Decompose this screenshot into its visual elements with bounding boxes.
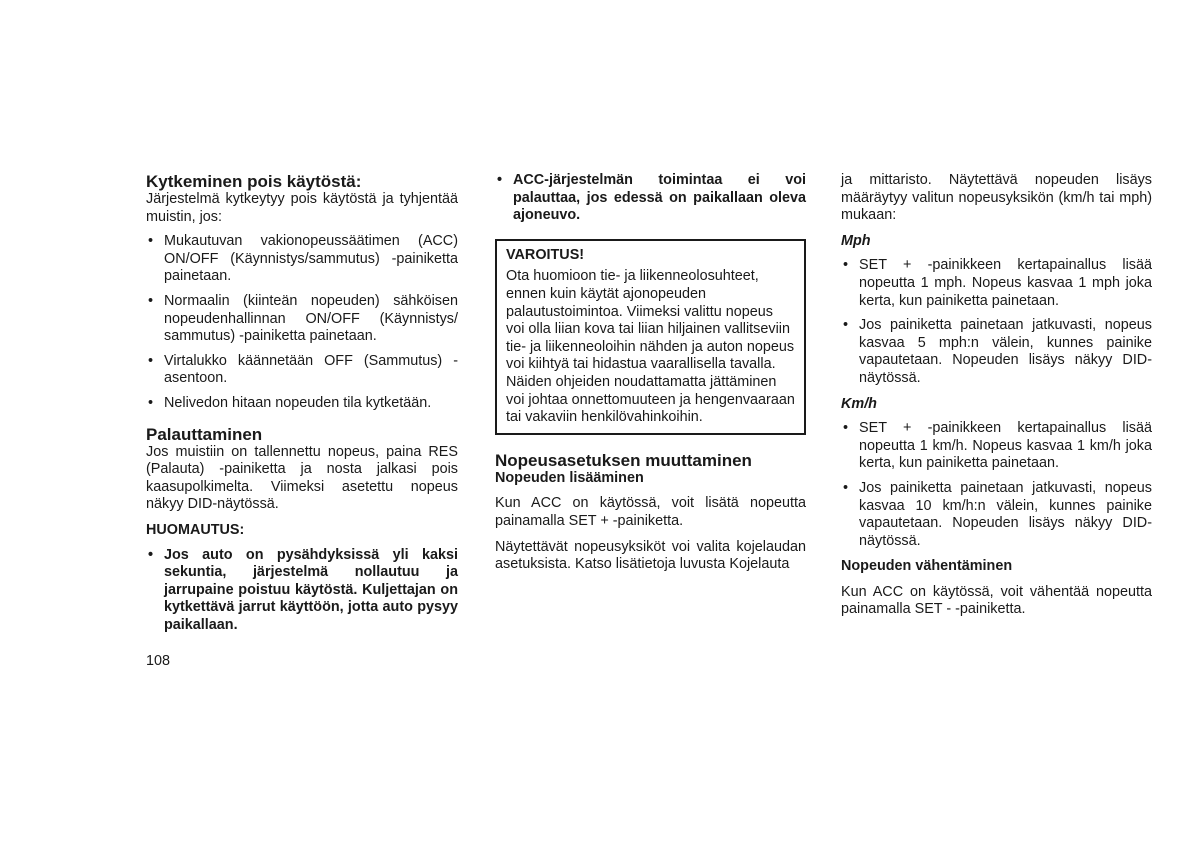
- heading-resume: Palauttaminen: [146, 424, 263, 444]
- increase-continued: ja mittaristo. Näytettävä nopeuden lisäys määräytyy valitun nopeusyksikön (km/h tai mph) mukaan:: [841, 172, 1152, 224]
- list-item: • Virtalukko käännetään OFF (Sammutus) -asentoon.: [148, 352, 458, 387]
- mph-list: [841, 257, 1152, 387]
- list-item: • Jos painiketta painetaan jatkuvasti, nopeus kasvaa 10 km/h:n välein, kunnes painike vapautetaan. Nopeuden lisäys näkyy DID-näytössä.: [843, 479, 1152, 549]
- list-item: • Jos painiketta painetaan jatkuvasti, nopeus kasvaa 5 mph:n välein, kunnes painike vapautetaan. Nopeuden lisäys näkyy DID-näytössä.: [843, 317, 1152, 386]
- subheading-decrease: Nopeuden vähentäminen: [841, 558, 1013, 575]
- warning-text: Ota huomioon tie- ja liikenneolosuhteet, ennen kuin käytät ajonopeuden palautustoimintoa. Viimeksi valittu nopeus voi olla liian kova tai liian hiljainen vallitseviin tie- ja liikenneoloihin nähden ja auton nopeus voi kiihtyä tai hidastua vaarallisella tavalla. Näiden ohjeiden noudattamatta jättäminen voi johtaa onnettomuuteen ja hengenvaaraan tai vakaviin henkilövahinkoihin.: [506, 268, 795, 426]
- disable-intro: Järjestelmä kytkeytyy pois käytöstä ja tyhjentää muistin, jos:: [146, 191, 458, 225]
- decrease-text: Kun ACC on käytössä, voit vähentää nopeutta painamalla SET - -painiketta.: [841, 583, 1152, 618]
- heading-disable: Kytkeminen pois käytöstä:: [146, 172, 362, 191]
- list-item: • SET + -painikkeen kertapainallus lisää nopeutta 1 km/h. Nopeus kasvaa 1 km/h joka kerta, kun painiketta painetaan.: [843, 420, 1152, 472]
- mph-label: Mph: [841, 232, 871, 249]
- kmh-list: [841, 420, 1152, 550]
- column-left: [146, 172, 458, 634]
- column-right: [841, 172, 1152, 619]
- note-heading: HUOMAUTUS:: [146, 521, 245, 538]
- list-item: • ACC-järjestelmän toimintaa ei voi palauttaa, jos edessä on paikallaan oleva ajoneuvo.: [497, 172, 806, 224]
- disable-conditions-list: [146, 233, 458, 412]
- resume-note-list: [495, 172, 806, 225]
- column-middle: [495, 172, 806, 574]
- list-item: • Mukautuvan vakionopeussäätimen (ACC) ON/OFF (Käynnistys/sammutus) -painiketta painetaan.: [148, 233, 458, 285]
- subheading-increase: Nopeuden lisääminen: [495, 469, 644, 486]
- units-text: Näytettävät nopeusyksiköt voi valita kojelaudan asetuksista. Katso lisätietoja luvusta Kojelauta: [495, 538, 806, 573]
- list-item: • SET + -painikkeen kertapainallus lisää nopeutta 1 mph. Nopeus kasvaa 1 mph joka kerta, kun painiketta painetaan.: [843, 257, 1152, 309]
- resume-text: Jos muistiin on tallennettu nopeus, paina RES (Palauta) -painiketta ja nosta jalkasi pois kaasupolkimelta. Viimeksi asetettu nopeus näkyy DID-näytössä.: [146, 443, 458, 513]
- list-item: • Jos auto on pysähdyksissä yli kaksi sekuntia, järjestelmä nollautuu ja jarrupaine poistuu käytöstä. Kuljettajan on kytkettävä jarrut käyttöön, jotta auto pysyy paikallaan.: [148, 546, 458, 633]
- list-item: • Normaalin (kiinteän nopeuden) sähköisen nopeudenhallinnan ON/OFF (Käynnistys/ sammutus) -painiketta painetaan.: [148, 292, 458, 345]
- note-list: [146, 547, 458, 635]
- warning-title: VAROITUS!: [506, 246, 585, 263]
- list-item: • Nelivedon hitaan nopeuden tila kytketään.: [148, 394, 432, 411]
- warning-box: [495, 239, 806, 435]
- kmh-label: Km/h: [841, 395, 877, 412]
- increase-text: Kun ACC on käytössä, voit lisätä nopeutta painamalla SET + -painiketta.: [495, 495, 806, 529]
- heading-speed-settings: Nopeusasetuksen muuttaminen: [495, 450, 752, 470]
- page-number: 108: [146, 653, 171, 669]
